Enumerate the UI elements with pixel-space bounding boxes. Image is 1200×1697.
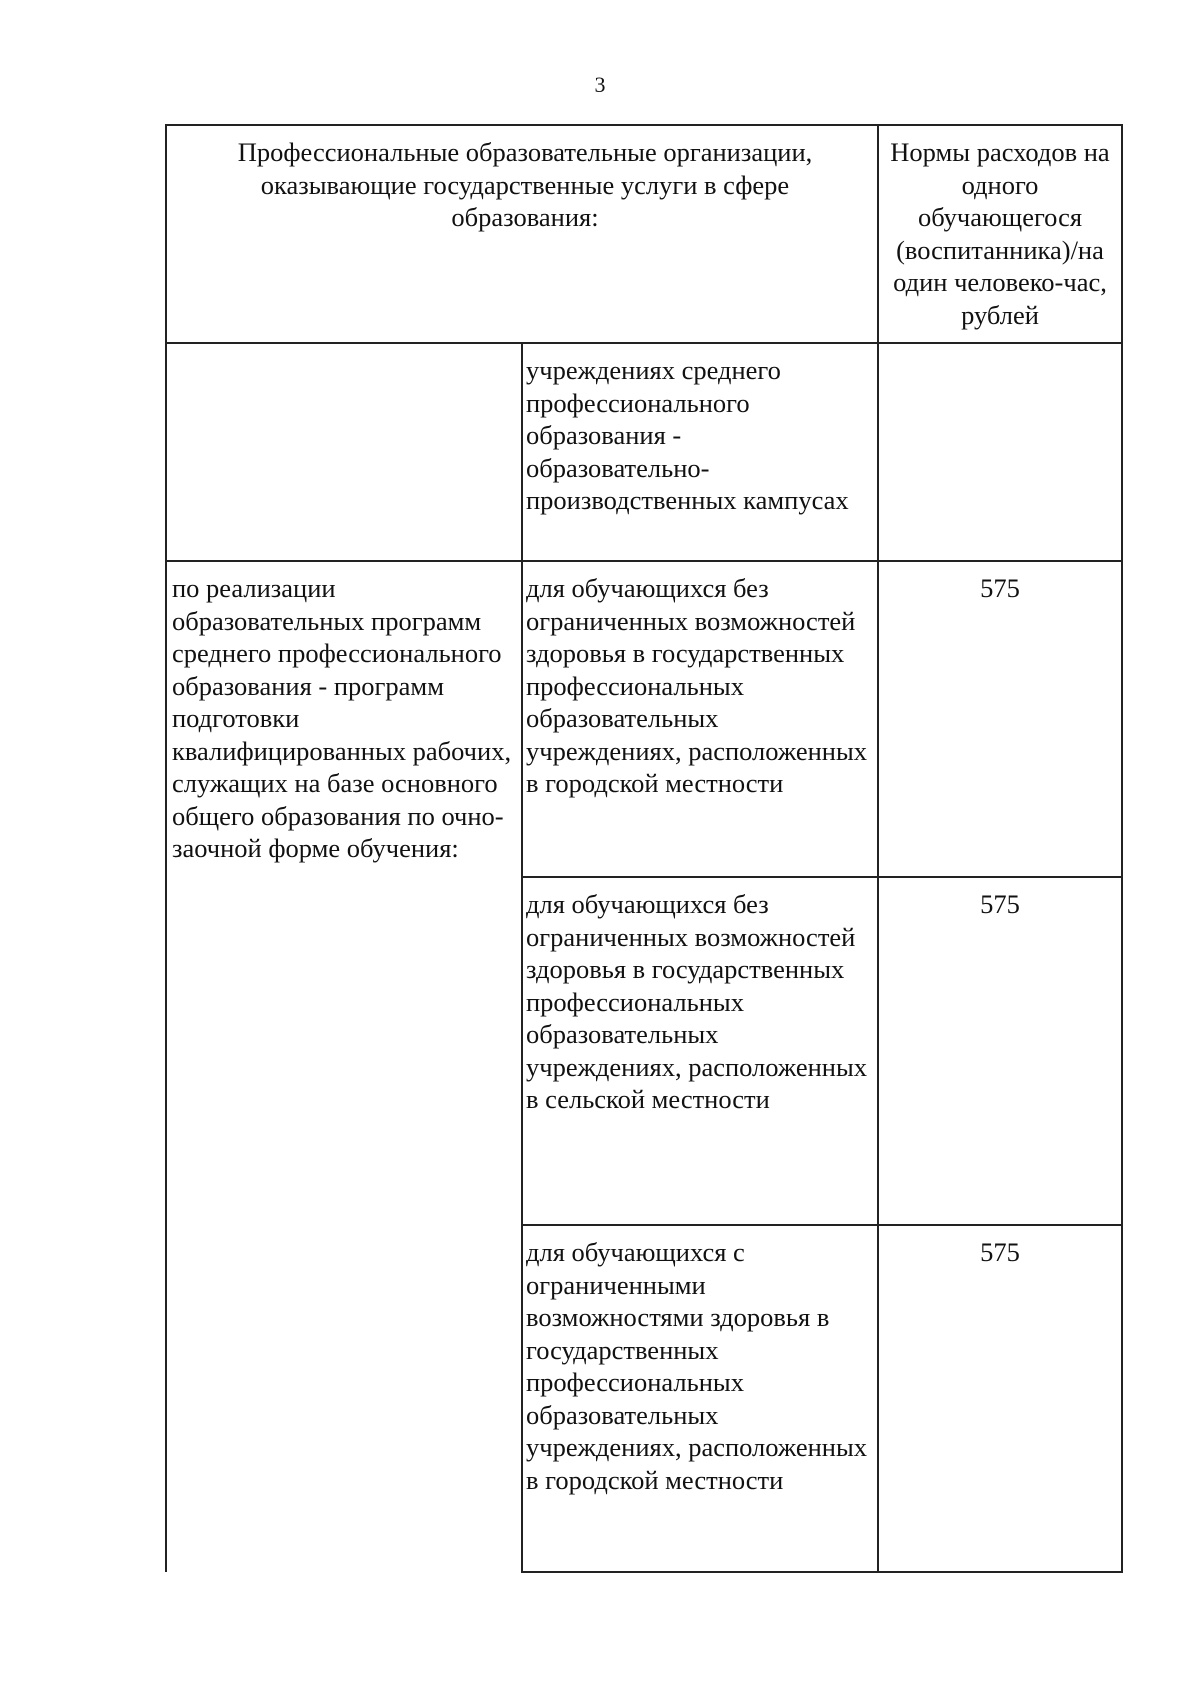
table-row-category: для обучающихся с ограниченными возможностями здоровья в государственных профессиональных образовательных учреждениях, расположенных в городской местности	[526, 1237, 868, 1495]
page-number: 3	[594, 72, 606, 97]
header-bottom-border	[165, 342, 1123, 344]
table-row-value: 575	[980, 889, 1020, 919]
table-border-left	[165, 124, 167, 1572]
column-divider	[521, 342, 523, 1572]
row-divider	[521, 876, 1123, 878]
row-divider	[521, 1224, 1123, 1226]
row-divider	[165, 560, 1123, 562]
program-description: по реализации образовательных программ среднего профессионального образования - программ подготовки квалифицированных рабочих, служащих на базе основного общего образования по очно-заочной форме обучения:	[172, 573, 512, 863]
header-norms: Нормы расходов на одного обучающегося (воспитанника)/на один человеко-час, рублей	[890, 137, 1110, 330]
table-row-value: 575	[980, 573, 1020, 603]
header-organizations: Профессиональные образовательные организации, оказывающие государственные услуги в сфере образования:	[237, 137, 813, 232]
table-border-bottom	[521, 1571, 1123, 1573]
table-row-category: для обучающихся без ограниченных возможностей здоровья в государственных профессиональных образовательных учреждениях, расположенных в городской местности	[526, 573, 868, 798]
table-border-right	[1121, 124, 1123, 1572]
column-divider	[877, 124, 879, 1572]
table-row-value: 575	[980, 1237, 1020, 1267]
table-border-top	[165, 124, 1123, 126]
continuation-description: учреждениях среднего профессионального образования - образовательно-производственных кампусах	[526, 355, 849, 515]
table-row-category: для обучающихся без ограниченных возможностей здоровья в государственных профессиональных образовательных учреждениях, расположенных в сельской местности	[526, 889, 868, 1114]
